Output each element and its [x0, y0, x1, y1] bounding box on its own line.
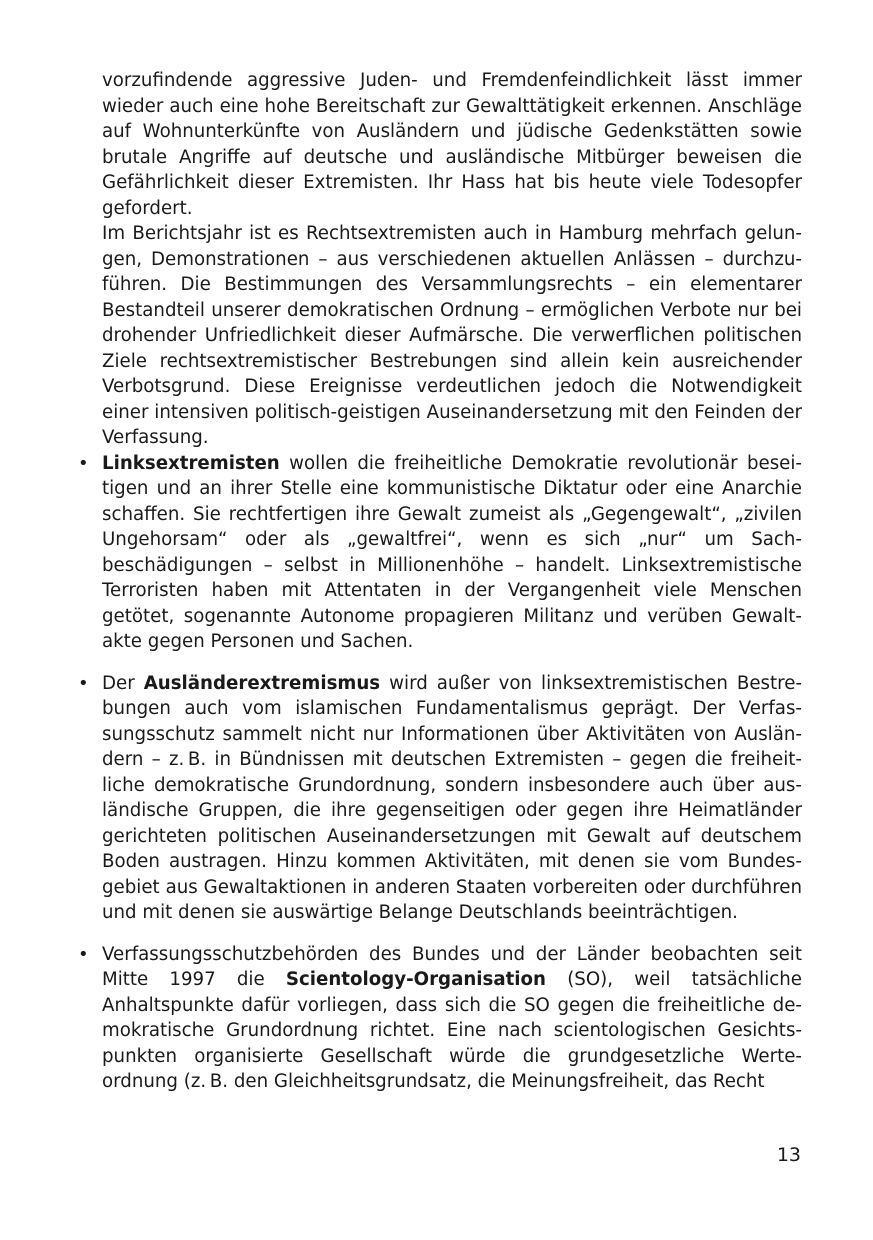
bullet-icon: • [78, 943, 89, 965]
body-text [78, 68, 802, 1111]
bullet-icon: • [78, 672, 89, 694]
page-number: 13 [776, 1144, 801, 1166]
list-item-scientology [78, 942, 802, 1095]
list-item-body: wird außer von linksextremistischen Bestrebungen auch vom islamischen Fundamentalismus geprägt. Der Verfassungsschutz sammelt nicht nur Informationen über Aktivitäten von Ausländern – z. B. in Bündnissen mit deutschen Extremisten – gegen die freiheitliche demokratische Grundordnung, sondern insbesondere auch über ausländische Gruppen, die ihre gegenseitigen oder gegen ihre Heimatländer gerichteten politischen Auseinandersetzungen mit Gewalt auf deutschem Boden austragen. Hinzu kommen Aktivitäten, mit denen sie vom Bundesgebiet aus Gewaltaktionen in anderen Staaten vorbereiten oder durchführen und mit denen sie auswärtige Belange Deutschlands beeinträchtigen. [102, 672, 802, 923]
bullet-icon: • [78, 452, 89, 474]
list-item-linksextremisten [78, 451, 802, 655]
list-item-text [102, 671, 802, 926]
list-item-auslaenderextremismus [78, 671, 802, 926]
list-item-text [102, 942, 802, 1095]
list-item-body: wollen die freiheitliche Demokratie revolutionär beseitigen und an ihrer Stelle eine kommunistische Diktatur oder eine Anarchie schaffen. Sie rechtfertigen ihre Gewalt zumeist als „Gegengewalt“, „zivilen Ungehorsam“ oder als „gewaltfrei“, wenn es sich „nur“ um Sachbeschädigungen – selbst in Millionenhöhe – handelt. Linksextremistische Terroristen haben mit Attentaten in der Vergangenheit viele Menschen getötet, sogenannte Autonome propagieren Militanz und verüben Gewaltakte gegen Personen und Sachen. [102, 452, 802, 652]
paragraph-intro-1: vorzufindende aggressive Juden- und Fremdenfeindlichkeit lässt immer wieder auch eine hohe Bereitschaft zur Gewalttätigkeit erkennen. Anschläge auf Wohnunterkünfte von Ausländern und jüdische Gedenkstätten sowie brutale Angriffe auf deutsche und ausländische Mitbürger beweisen die Gefährlichkeit dieser Extremisten. Ihr Hass hat bis heute viele Todesopfer gefordert. [102, 70, 802, 219]
paragraph-intro-2: Im Berichtsjahr ist es Rechtsextremisten auch in Hamburg mehrfach gelungen, Demonstrationen – aus verschiedenen aktuellen Anlässen – durchzuführen. Die Bestimmungen des Versammlungsrechts – ein elementarer Bestandteil unserer demokratischen Ordnung – ermöglichen Verbote nur bei drohender Unfriedlichkeit dieser Aufmärsche. Die verwerflichen politischen Ziele rechtsextremistischer Bestrebungen sind allein kein ausreichender Verbotsgrund. Diese Ereignisse verdeutlichen jedoch die Notwendigkeit einer intensiven politisch-geistigen Auseinandersetzung mit den Feinden der Verfassung. [102, 223, 802, 448]
list-item-lead: Der [102, 672, 144, 694]
term-linksextremisten: Linksextremisten [102, 452, 280, 474]
term-auslaenderextremismus: Ausländerextremismus [143, 672, 381, 694]
list-item-body: (SO), weil tatsächliche Anhaltspunkte dafür vorliegen, dass sich die SO gegen die freiheitliche demokratische Grundordnung richtet. Eine nach scientologischen Gesichtspunkten organisierte Gesellschaft würde die grundgesetzliche Werteordnung (z. B. den Gleichheitsgrundsatz, die Meinungsfreiheit, das Recht [102, 969, 802, 1092]
term-scientology-organisation: Scientology-Organisation [285, 969, 546, 990]
list-item-lead: Verfassungsschutzbehörden des Bundes und der Länder beobachten seit Mitte 1997 die [102, 943, 802, 990]
list-item-text [102, 451, 802, 655]
